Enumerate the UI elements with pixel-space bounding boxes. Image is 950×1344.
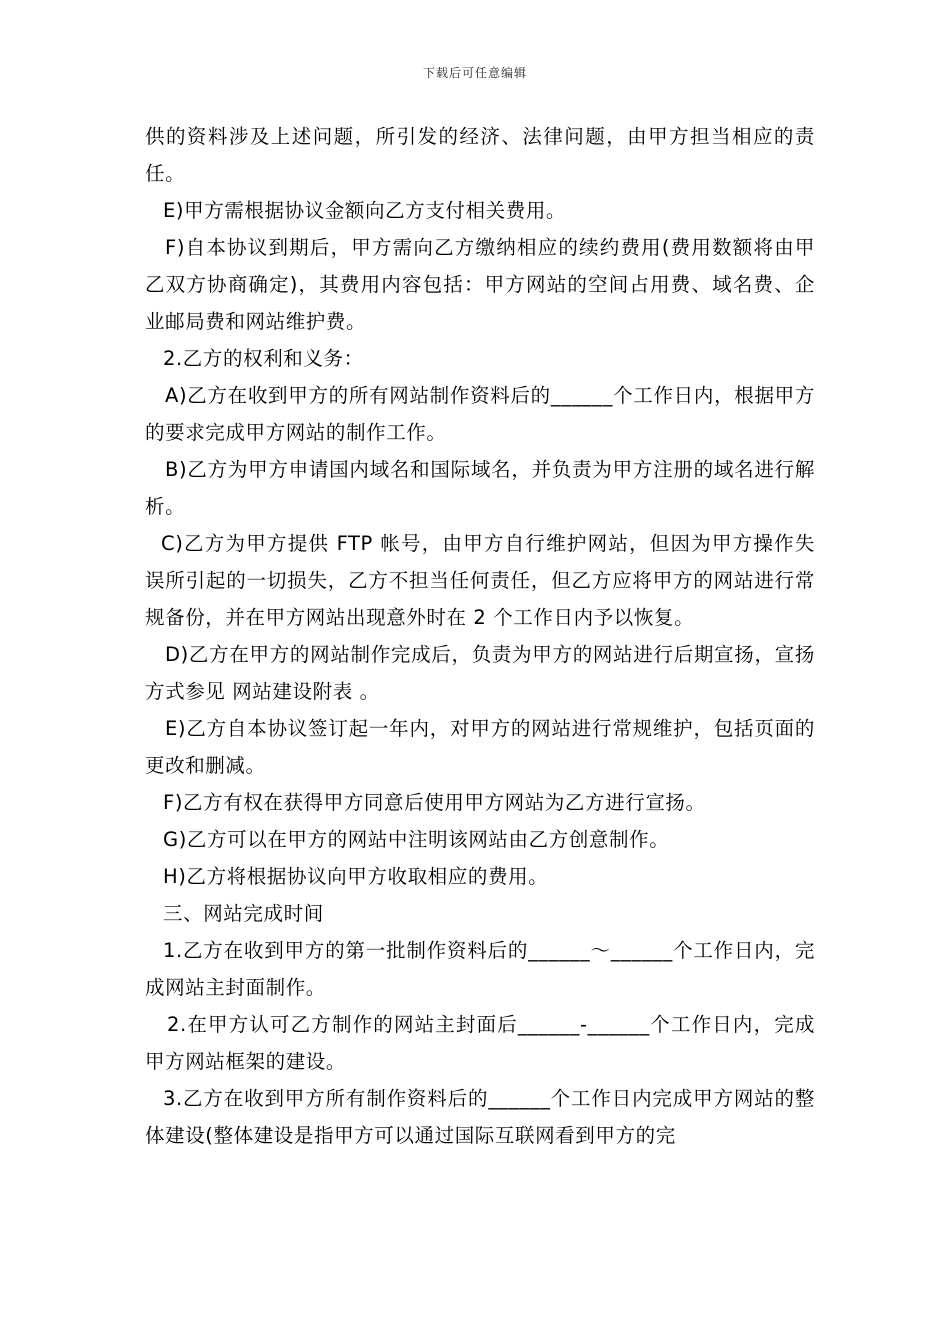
paragraph: A)乙方在收到甲方的所有网站制作资料后的______个工作日内，根据甲方的要求完成甲方网站的制作工作。 <box>145 384 815 444</box>
paragraph: E)乙方自本协议签订起一年内，对甲方的网站进行常规维护，包括页面的更改和删减。 <box>145 717 815 777</box>
paragraph: G)乙方可以在甲方的网站中注明该网站由乙方创意制作。 <box>163 828 670 851</box>
paragraph: 1.乙方在收到甲方的第一批制作资料后的______～______个工作日内，完成网站主封面制作。 <box>145 939 815 999</box>
paragraph: F)乙方有权在获得甲方同意后使用甲方网站为乙方进行宣扬。 <box>163 791 706 814</box>
document-body <box>145 118 815 1154</box>
paragraph: 供的资料涉及上述问题，所引发的经济、法律问题，由甲方担当相应的责任。 <box>145 125 815 185</box>
paragraph: 3.乙方在收到甲方所有制作资料后的______个工作日内完成甲方网站的整体建设(整体建设是指甲方可以通过国际互联网看到甲方的完 <box>145 1087 815 1147</box>
section-heading: 三、网站完成时间 <box>163 902 324 925</box>
page-header: 下载后可任意编辑 <box>422 66 527 80</box>
paragraph: 2.在甲方认可乙方制作的网站主封面后______-______个工作日内，完成甲方网站框架的建设。 <box>145 1013 815 1073</box>
paragraph: C)乙方为甲方提供 FTP 帐号，由甲方自行维护网站，但因为甲方操作失误所引起的一切损失，乙方不担当任何责任，但乙方应将甲方的网站进行常规备份，并在甲方网站出现意外时在 2 个工作日内予以恢复。 <box>145 532 815 629</box>
paragraph: H)乙方将根据协议向甲方收取相应的费用。 <box>163 865 549 888</box>
section-heading: 2.乙方的权利和义务： <box>163 347 364 370</box>
paragraph: B)乙方为甲方申请国内域名和国际域名，并负责为甲方注册的域名进行解析。 <box>145 458 815 518</box>
paragraph: D)乙方在甲方的网站制作完成后，负责为甲方的网站进行后期宣扬，宣扬方式参见 网站建设附表 。 <box>145 643 815 703</box>
paragraph: F)自本协议到期后，甲方需向乙方缴纳相应的续约费用(费用数额将由甲乙双方协商确定)，其费用内容包括：甲方网站的空间占用费、域名费、企业邮局费和网站维护费。 <box>145 236 815 333</box>
paragraph: E)甲方需根据协议金额向乙方支付相关费用。 <box>163 199 567 222</box>
